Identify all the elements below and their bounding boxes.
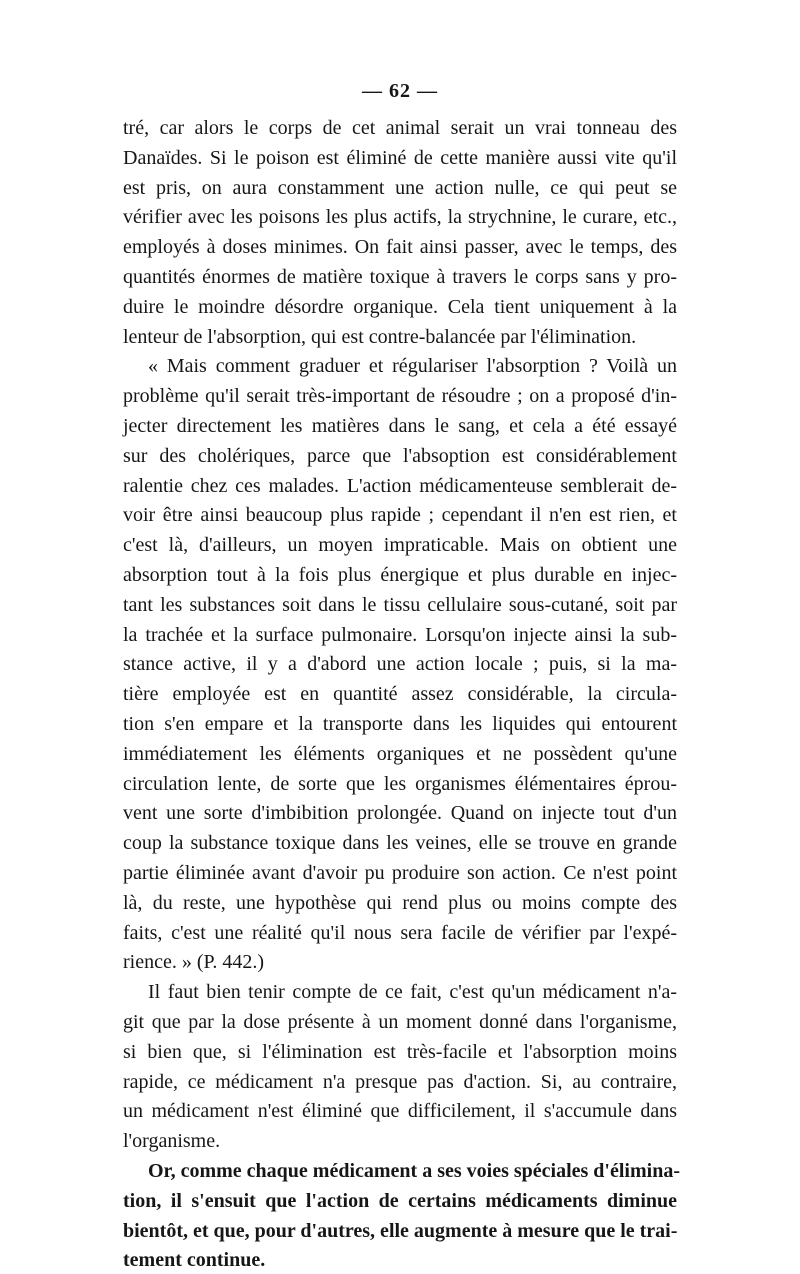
- text-line: coup la substance toxique dans les veines, elle se trouve en grande: [123, 832, 677, 855]
- text-line: problème qu'il serait très-important de résoudre ; on a proposé d'in-: [123, 385, 677, 408]
- text-line: vent une sorte d'imbibition prolongée. Quand on injecte tout d'un: [123, 802, 677, 825]
- text-line: absorption tout à la fois plus énergique et plus durable en injec-: [123, 564, 677, 586]
- text-line: lenteur de l'absorption, qui est contre-balancée par l'élimination.: [123, 325, 637, 348]
- text-line: « Mais comment graduer et régulariser l'absorption ? Voilà un: [148, 355, 677, 378]
- text-line: duire le moindre désordre organique. Cela tient uniquement à la: [123, 295, 677, 318]
- text-line: voir être ainsi beaucoup plus rapide ; cependant il n'en est rien, et: [123, 504, 677, 527]
- text-line: sur des cholériques, parce que l'absoption est considérablement: [123, 444, 677, 467]
- page-number: — 62 —: [362, 80, 438, 102]
- text-line: rience. » (P. 442.): [123, 951, 265, 974]
- text-line: quantités énormes de matière toxique à travers le corps sans y pro-: [123, 266, 677, 288]
- text-line: est pris, on aura constamment une action nulle, ce qui peut se: [123, 176, 677, 199]
- text-line: Or, comme chaque médicament a ses voies spéciales d'élimina-: [148, 1160, 680, 1182]
- text-line: la trachée et la surface pulmonaire. Lorsqu'on injecte ainsi la sub-: [123, 623, 677, 646]
- text-line: vérifier avec les poisons les plus actifs, la strychnine, le curare, etc.,: [123, 206, 677, 229]
- text-line: ralentie chez ces malades. L'action médicamenteuse semblerait de-: [123, 474, 677, 497]
- text-line: stance active, il y a d'abord une action locale ; puis, si la ma-: [123, 653, 677, 676]
- text-line: tière employée est en quantité assez considérable, la circula-: [123, 683, 677, 706]
- text-line: partie éliminée avant d'avoir pu produire son action. Ce n'est point: [123, 862, 677, 884]
- text-line: tant les substances soit dans le tissu cellulaire sous-cutané, soit par: [123, 593, 677, 616]
- text-line: git que par la dose présente à un moment donné dans l'organisme,: [123, 1011, 677, 1033]
- text-line: c'est là, d'ailleurs, un moyen impraticable. Mais on obtient une: [123, 534, 677, 557]
- text-line: si bien que, si l'élimination est très-facile et l'absorption moins: [123, 1040, 677, 1063]
- text-line: là, du reste, une hypothèse qui rend plus ou moins compte des: [123, 891, 677, 914]
- text-line: bientôt, et que, pour d'autres, elle augmente à mesure que le trai-: [123, 1219, 678, 1242]
- text-line: jecter directement les matières dans le sang, et cela a été essayé: [123, 415, 677, 437]
- text-line: Il faut bien tenir compte de ce fait, c'est qu'un médicament n'a-: [148, 981, 677, 1004]
- text-line: rapide, ce médicament n'a presque pas d'action. Si, au contraire,: [123, 1070, 677, 1093]
- text-line: l'organisme.: [123, 1130, 221, 1153]
- text-line: tré, car alors le corps de cet animal serait un vrai tonneau des: [123, 117, 677, 139]
- text-line: un médicament n'est éliminé que difficilement, il s'accumule dans: [123, 1100, 677, 1123]
- text-line: tement continue.: [123, 1249, 266, 1272]
- text-line: faits, c'est une réalité qu'il nous sera facile de vérifier par l'expé-: [123, 921, 677, 944]
- text-line: employés à doses minimes. On fait ainsi passer, avec le temps, des: [123, 236, 677, 259]
- text-line: circulation lente, de sorte que les organismes élémentaires éprou-: [123, 772, 677, 795]
- text-line: immédiatement les éléments organiques et ne possèdent qu'une: [123, 742, 677, 765]
- text-line: tion s'en empare et la transporte dans les liquides qui entourent: [123, 713, 677, 735]
- text-line: Danaïdes. Si le poison est éliminé de cette manière aussi vite qu'il: [123, 146, 677, 169]
- text-line: tion, il s'ensuit que l'action de certains médicaments diminue: [123, 1189, 677, 1212]
